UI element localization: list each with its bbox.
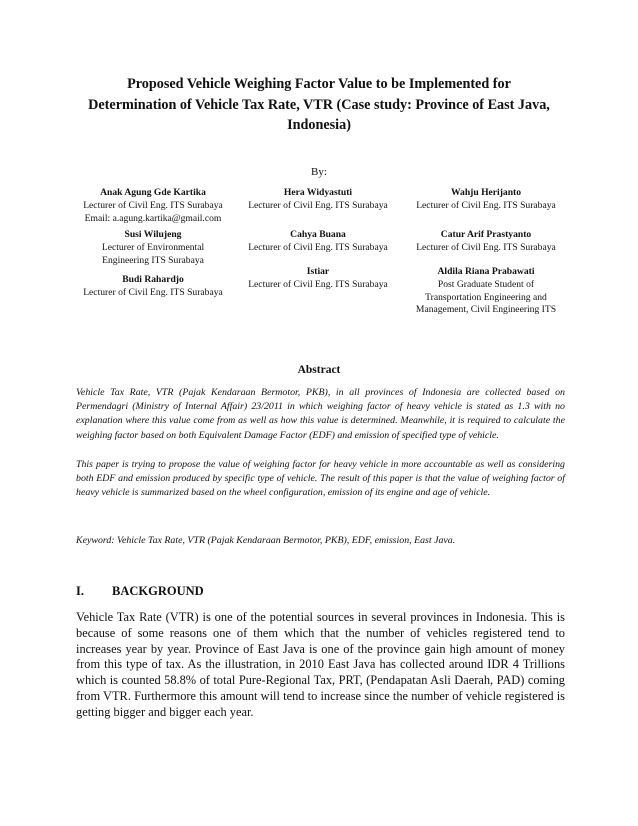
author-buana — [238, 229, 398, 255]
author-affiliation: Management, Civil Engineering ITS — [415, 304, 557, 316]
by-label: By: — [311, 166, 327, 178]
author-prastyanto — [402, 229, 570, 255]
author-name: Hera Widyastuti — [283, 187, 353, 198]
title-line-1: Proposed Vehicle Weighing Factor Value to be Implemented for — [127, 76, 511, 92]
author-affiliation: Post Graduate Student of — [437, 278, 535, 290]
author-affiliation: Lecturer of Civil Eng. ITS Surabaya — [416, 241, 556, 253]
author-affiliation: Lecturer of Civil Eng. ITS Surabaya — [248, 278, 388, 290]
author-rahardjo — [72, 274, 234, 300]
author-affiliation: Lecturer of Civil Eng. ITS Surabaya — [83, 286, 223, 298]
author-name: Cahya Buana — [290, 229, 346, 240]
abstract-paragraph-1: Vehicle Tax Rate, VTR (Pajak Kendaraan Bermotor, PKB), in all provinces of Indonesia are collected based on Permendagri (Ministry of Internal Affair) 23/2011 in which weighing factor of heavy vehicle is stated as 1.3 with no explanation where this value come from as well as how this value is determined. Meanwhile, it is required to calculate the weighing factor based on both Equivalent Damage Factor (EDF) and emission of specified type of vehicle. — [76, 387, 565, 441]
author-name: Catur Arif Prastyanto — [440, 229, 532, 240]
author-affiliation: Lecturer of Civil Eng. ITS Surabaya — [248, 199, 388, 211]
author-name: Istiar — [306, 266, 330, 277]
abstract-heading: Abstract — [297, 364, 341, 376]
paper-title — [60, 74, 578, 136]
author-affiliation: Lecturer of Civil Eng. ITS Surabaya — [416, 199, 556, 211]
title-line-3: Indonesia) — [287, 117, 351, 133]
author-name: Budi Rahardjo — [122, 274, 184, 285]
title-line-2: Determination of Vehicle Tax Rate, VTR (Case study: Province of East Java, — [88, 96, 550, 113]
author-istiar — [238, 266, 398, 292]
author-widyastuti — [238, 187, 398, 213]
author-wilujeng — [72, 229, 234, 267]
author-name: Aldila Riana Prabawati — [437, 266, 535, 277]
section-title: BACKGROUND — [112, 584, 204, 598]
abstract-paragraph-2: This paper is trying to propose the value of weighing factor for heavy vehicle in more accountable as well as considering both EDF and emission produced by specific type of vehicle. The result of this paper is that the value of weighing factor of heavy vehicle is summarized based on the wheel configuration, emission of its engine and age of vehicle. — [76, 459, 565, 499]
author-affiliation: Engineering ITS Surabaya — [102, 254, 204, 266]
author-name: Wahju Herijanto — [450, 187, 522, 198]
author-name: Susi Wilujeng — [124, 229, 182, 240]
author-email: Email: a.agung.kartika@gmail.com — [84, 212, 222, 224]
author-name: Anak Agung Gde Kartika — [100, 187, 206, 198]
author-kartika — [72, 187, 234, 225]
author-herijanto — [402, 187, 570, 213]
section-heading — [76, 584, 204, 599]
author-affiliation: Lecturer of Civil Eng. ITS Surabaya — [248, 241, 388, 253]
keywords: Keyword: Vehicle Tax Rate, VTR (Pajak Kendaraan Bermotor, PKB), EDF, emission, East Java. — [76, 535, 456, 546]
author-affiliation: Transportation Engineering and — [425, 291, 547, 303]
author-prabawati — [402, 266, 570, 317]
author-affiliation: Lecturer of Environmental — [101, 241, 205, 253]
section-number: I. — [76, 584, 84, 598]
author-affiliation: Lecturer of Civil Eng. ITS Surabaya — [83, 199, 223, 211]
section-body-paragraph: Vehicle Tax Rate (VTR) is one of the potential sources in several provinces in Indonesia. This is because of some reasons one of them which that the number of vehicles registered tend to increases year by year. Province of East Java is one of the province gain high amount of money from this type of tax. As the illustration, in 2010 East Java has collected around IDR 4 Trillions which is counted 58.8% of total Pure-Regional Tax, PRT, (Pendapatan Asli Daerah, PAD) coming from VTR. Furthermore this amount will tend to increase since the number of vehicle registered is getting bigger and bigger each year. — [76, 610, 565, 719]
